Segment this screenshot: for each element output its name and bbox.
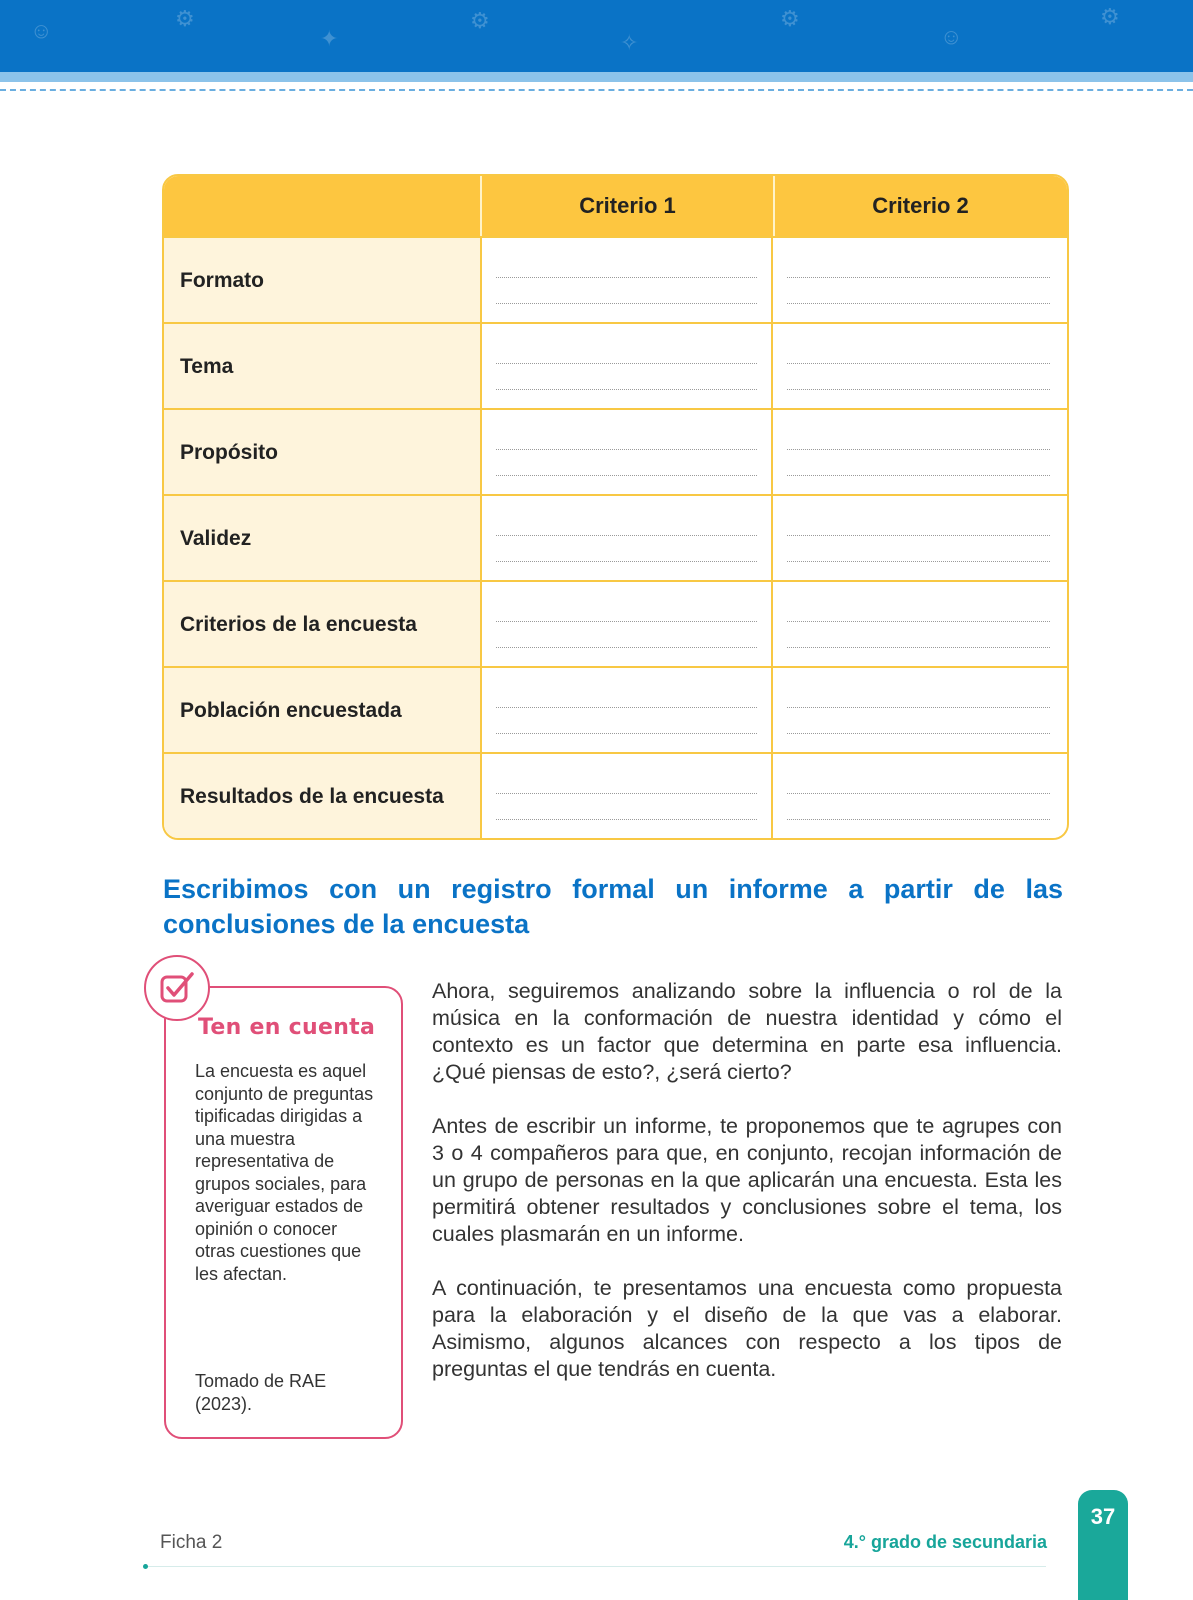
writing-line (787, 364, 1050, 390)
table-row (164, 752, 1067, 838)
row-label: Validez (164, 496, 482, 580)
writing-line (787, 252, 1050, 278)
banner-divider (0, 89, 1193, 91)
table-header-row (164, 176, 1067, 236)
checkbox-icon (157, 968, 197, 1008)
writing-line (496, 820, 757, 840)
gear-icon: ⚙ (470, 8, 490, 33)
answer-cell[interactable] (482, 324, 773, 408)
lightbulb-icon: ✦ (320, 26, 339, 51)
writing-line (496, 338, 757, 364)
answer-cell[interactable] (482, 410, 773, 494)
paragraph: Antes de escribir un informe, te proponemos que te agrupes con 3 o 4 compañeros para que, en conjunto, recojan información de un grupo de personas en la que aplicarán una encuesta. Esta les permitirá obtener resultados y conclusiones sobre el tema, los cuales plasmarán en un informe. (432, 1114, 1062, 1246)
answer-cell[interactable] (773, 754, 1064, 838)
writing-line (496, 682, 757, 708)
writing-line (496, 450, 757, 476)
answer-cell[interactable] (773, 238, 1064, 322)
writing-line (496, 278, 757, 304)
writing-line (787, 536, 1050, 562)
writing-line (787, 450, 1050, 476)
answer-cell[interactable] (773, 582, 1064, 666)
writing-line (496, 424, 757, 450)
row-label: Tema (164, 324, 482, 408)
table-row (164, 666, 1067, 752)
writing-line (787, 596, 1050, 622)
writing-line (496, 536, 757, 562)
banner-strip (0, 72, 1193, 82)
writing-line (496, 252, 757, 278)
table-row (164, 494, 1067, 580)
row-label: Resultados de la encuesta (164, 754, 482, 838)
footer-dot (143, 1564, 148, 1569)
row-label: Población encuestada (164, 668, 482, 752)
table-header-empty (164, 176, 482, 236)
tip-badge (144, 955, 210, 1021)
table-row (164, 322, 1067, 408)
footer-grade: 4.° grado de secundaria (843, 1532, 1047, 1552)
tip-title: Ten en cuenta (198, 1015, 376, 1040)
table-header-criterio-1: Criterio 1 (482, 176, 775, 236)
footer-divider (146, 1566, 1046, 1567)
row-label: Propósito (164, 410, 482, 494)
writing-line (496, 768, 757, 794)
section-title: Escribimos con un registro formal un informe a partir de las conclusiones de la encuesta (163, 874, 1063, 939)
answer-cell[interactable] (482, 754, 773, 838)
gear-icon: ⚙ (780, 6, 800, 31)
table-header-criterio-2: Criterio 2 (872, 193, 969, 218)
writing-line (496, 510, 757, 536)
top-banner (0, 0, 1193, 72)
footer-ficha: Ficha 2 (160, 1532, 223, 1553)
writing-line (787, 820, 1050, 840)
writing-line (787, 622, 1050, 648)
table-row (164, 408, 1067, 494)
answer-cell[interactable] (773, 324, 1064, 408)
tip-source: Tomado de RAE (2023). (195, 1371, 327, 1414)
writing-line (496, 364, 757, 390)
writing-line (496, 794, 757, 820)
table-body (164, 236, 1067, 838)
answer-cell[interactable] (482, 238, 773, 322)
answer-cell[interactable] (773, 410, 1064, 494)
writing-line (787, 510, 1050, 536)
gear-icon: ⚙ (175, 6, 195, 31)
paragraph: Ahora, seguiremos analizando sobre la influencia o rol de la música en la conformación de nuestra identidad y cómo el contexto es un factor que determina en parte esa influencia. ¿Qué piensas de esto?, ¿será cierto? (432, 979, 1062, 1084)
star-icon: ✧ (620, 30, 639, 55)
paragraph: A continuación, te presentamos una encuesta como propuesta para la elaboración y el diseño de la que vas a elaborar. Asimismo, algunos alcances con respecto a los tipos de preguntas el que tendrás en cuenta. (432, 1276, 1062, 1381)
writing-line (787, 424, 1050, 450)
writing-line (787, 682, 1050, 708)
writing-line (787, 278, 1050, 304)
body-text (432, 978, 1062, 1410)
smiley-icon: ☺ (940, 24, 963, 49)
writing-line (496, 596, 757, 622)
writing-line (787, 338, 1050, 364)
tip-text: La encuesta es aquel conjunto de preguntas tipificadas dirigidas a una muestra representativa de grupos sociales, para averiguar estados de opinión o conocer otras cuestiones que les afectan. (195, 1061, 374, 1284)
answer-cell[interactable] (773, 668, 1064, 752)
answer-cell[interactable] (482, 582, 773, 666)
writing-line (787, 708, 1050, 734)
row-label: Criterios de la encuesta (164, 582, 482, 666)
writing-line (496, 708, 757, 734)
writing-line (787, 768, 1050, 794)
row-label: Formato (164, 238, 482, 322)
smiley-icon: ☺ (30, 18, 53, 43)
writing-line (787, 794, 1050, 820)
table-row (164, 580, 1067, 666)
answer-cell[interactable] (773, 496, 1064, 580)
answer-cell[interactable] (482, 496, 773, 580)
criteria-table (162, 174, 1069, 840)
answer-cell[interactable] (482, 668, 773, 752)
table-row (164, 236, 1067, 322)
page-number: 37 (1078, 1490, 1128, 1600)
gear-icon: ⚙ (1100, 4, 1120, 29)
writing-line (496, 622, 757, 648)
